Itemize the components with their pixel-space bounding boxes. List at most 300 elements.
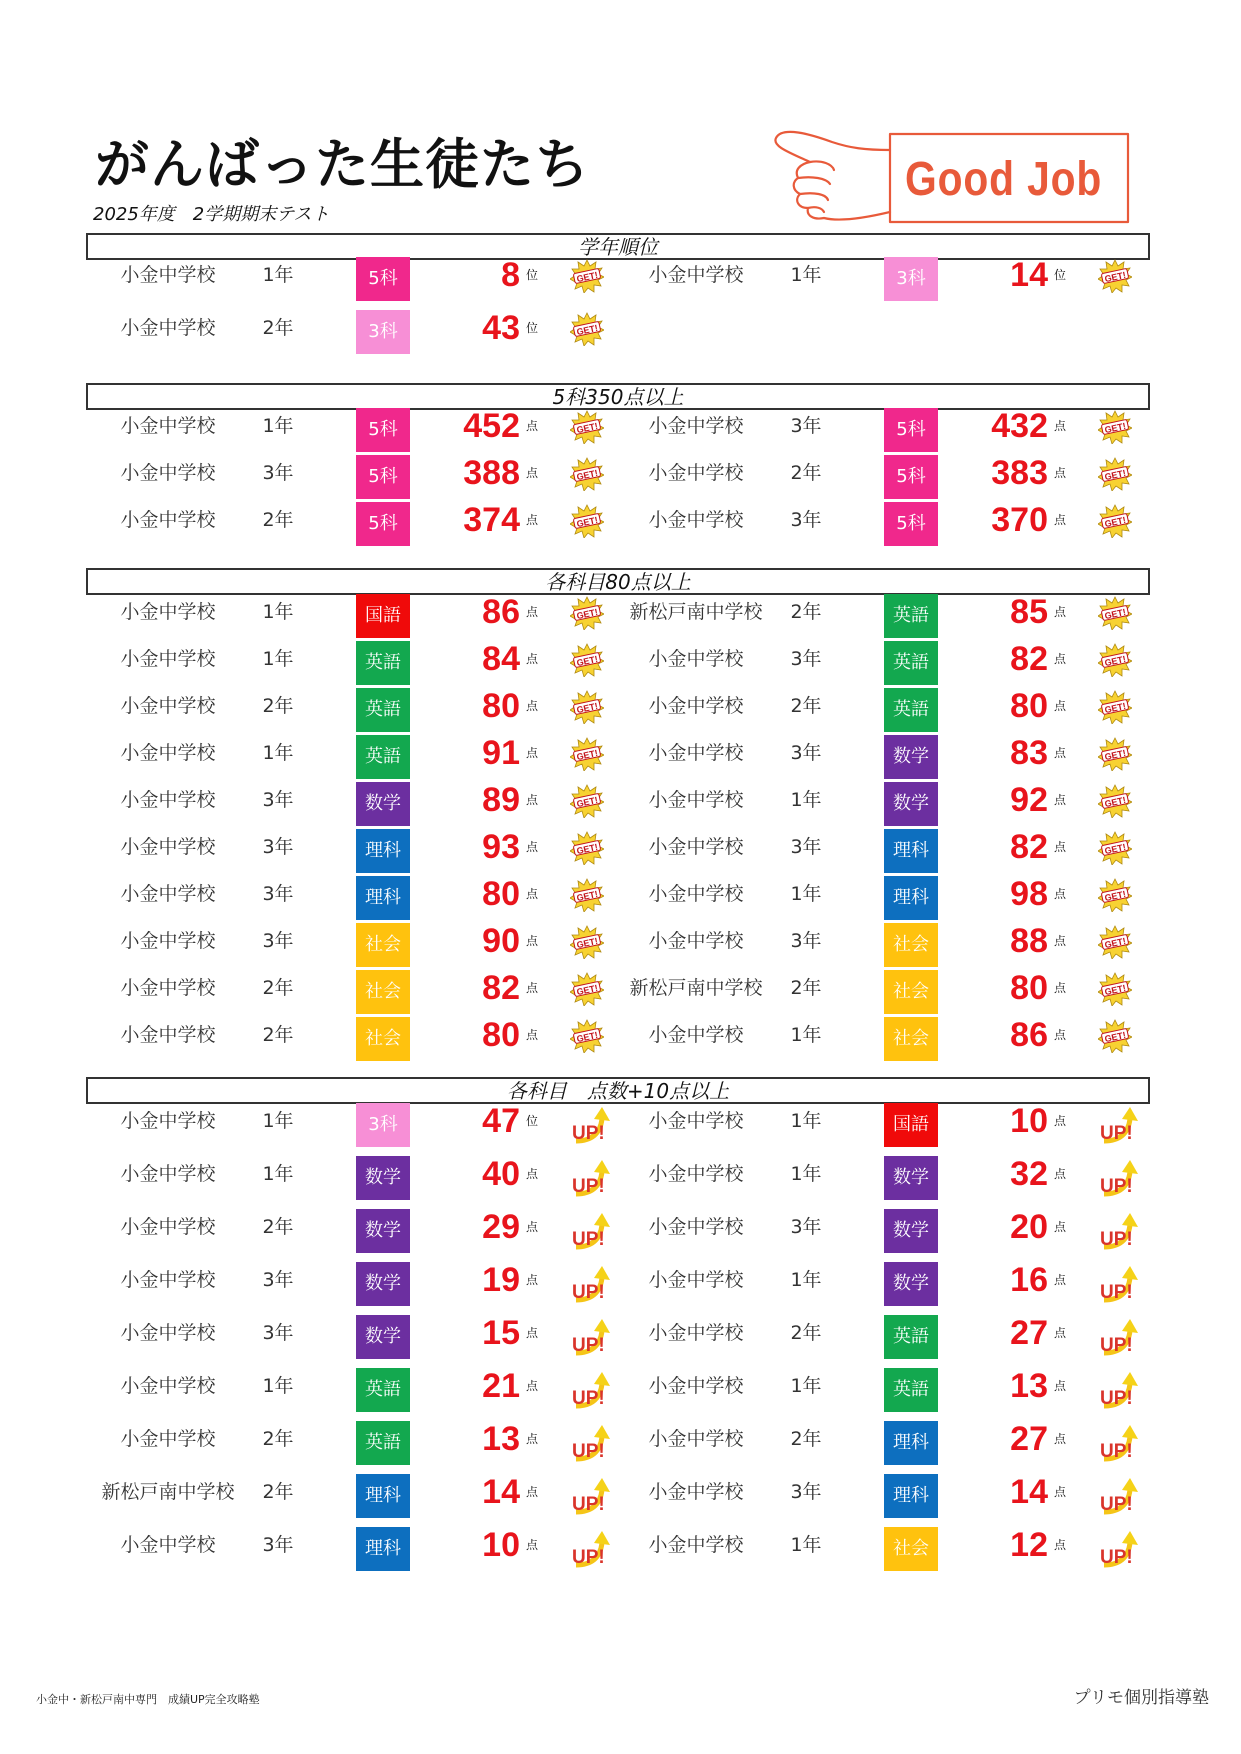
section-heading: 学年順位 bbox=[86, 233, 1150, 260]
get-badge-icon bbox=[1098, 1019, 1132, 1053]
svg-text:GET!: GET! bbox=[575, 794, 599, 810]
score-value: 19 bbox=[482, 1261, 520, 1299]
grade: 2年 bbox=[262, 317, 294, 339]
svg-text:GET!: GET! bbox=[1103, 467, 1127, 483]
subject-tag: 英語 bbox=[356, 641, 410, 685]
svg-text:GET!: GET! bbox=[1103, 269, 1127, 285]
school-name: 新松戸南中学校 bbox=[629, 977, 763, 999]
get-badge-icon bbox=[1098, 259, 1132, 293]
score-value: 82 bbox=[1010, 828, 1048, 866]
score-unit: 点 bbox=[526, 1379, 539, 1393]
score-unit: 位 bbox=[526, 268, 539, 282]
section-heading: 各科目 点数+10点以上 bbox=[86, 1077, 1150, 1104]
grade: 2年 bbox=[262, 1024, 294, 1046]
section-heading: 5科350点以上 bbox=[86, 383, 1150, 410]
score-value: 12 bbox=[1010, 1526, 1048, 1564]
score-unit: 点 bbox=[1054, 887, 1067, 901]
subject-tag: 5科 bbox=[356, 257, 410, 301]
score-unit: 点 bbox=[1054, 1326, 1067, 1340]
subject-tag: 理科 bbox=[356, 1474, 410, 1518]
school-name: 小金中学校 bbox=[120, 1428, 216, 1450]
get-badge-icon bbox=[570, 504, 604, 538]
grade: 3年 bbox=[262, 930, 294, 952]
school-name: 小金中学校 bbox=[120, 1375, 216, 1397]
up-badge-icon bbox=[1098, 1529, 1133, 1568]
score-value: 370 bbox=[991, 501, 1048, 539]
school-name: 新松戸南中学校 bbox=[629, 601, 763, 623]
get-badge-icon bbox=[570, 690, 604, 724]
score-unit: 点 bbox=[526, 746, 539, 760]
svg-text:UP!: UP! bbox=[572, 1388, 605, 1409]
score-unit: 点 bbox=[1054, 1538, 1067, 1552]
page-subtitle: 2025年度 2学期期末テスト bbox=[93, 204, 330, 225]
score-unit: 点 bbox=[1054, 1028, 1067, 1042]
school-name: 小金中学校 bbox=[648, 415, 744, 437]
svg-text:GET!: GET! bbox=[575, 420, 599, 436]
grade: 2年 bbox=[790, 695, 822, 717]
get-badge-icon bbox=[1098, 831, 1132, 865]
score-value: 93 bbox=[482, 828, 520, 866]
school-name: 小金中学校 bbox=[120, 415, 216, 437]
svg-text:GET!: GET! bbox=[575, 841, 599, 857]
subject-tag: 数学 bbox=[884, 1156, 938, 1200]
get-badge-icon bbox=[1098, 878, 1132, 912]
subject-tag: 理科 bbox=[356, 1527, 410, 1571]
school-name: 小金中学校 bbox=[120, 1216, 216, 1238]
score-value: 383 bbox=[991, 454, 1048, 492]
score-unit: 点 bbox=[1054, 840, 1067, 854]
subject-tag: 理科 bbox=[884, 1421, 938, 1465]
svg-text:GET!: GET! bbox=[575, 700, 599, 716]
subject-tag: 理科 bbox=[884, 1474, 938, 1518]
score-unit: 点 bbox=[1054, 1273, 1067, 1287]
svg-text:UP!: UP! bbox=[572, 1229, 605, 1250]
school-name: 小金中学校 bbox=[120, 977, 216, 999]
get-badge-icon bbox=[1098, 596, 1132, 630]
svg-text:UP!: UP! bbox=[572, 1441, 605, 1462]
school-name: 小金中学校 bbox=[648, 1534, 744, 1556]
score-unit: 点 bbox=[526, 1485, 539, 1499]
school-name: 小金中学校 bbox=[120, 883, 216, 905]
subject-tag: 英語 bbox=[884, 688, 938, 732]
subject-tag: 社会 bbox=[356, 923, 410, 967]
score-value: 83 bbox=[1010, 734, 1048, 772]
school-name: 小金中学校 bbox=[648, 1428, 744, 1450]
score-unit: 点 bbox=[526, 1028, 539, 1042]
grade: 1年 bbox=[790, 1269, 822, 1291]
up-badge-icon bbox=[570, 1529, 605, 1568]
up-badge-icon bbox=[1098, 1423, 1133, 1462]
svg-text:UP!: UP! bbox=[572, 1176, 605, 1197]
subject-tag: 社会 bbox=[356, 970, 410, 1014]
score-value: 21 bbox=[482, 1367, 520, 1405]
up-badge-icon bbox=[1098, 1476, 1133, 1515]
subject-tag: 国語 bbox=[884, 1103, 938, 1147]
grade: 3年 bbox=[790, 1216, 822, 1238]
subject-tag: 理科 bbox=[356, 876, 410, 920]
svg-text:UP!: UP! bbox=[572, 1282, 605, 1303]
subject-tag: 英語 bbox=[884, 1368, 938, 1412]
subject-tag: 3科 bbox=[356, 1103, 410, 1147]
svg-text:GET!: GET! bbox=[1103, 1029, 1127, 1045]
score-value: 452 bbox=[463, 407, 520, 445]
grade: 2年 bbox=[790, 462, 822, 484]
grade: 2年 bbox=[790, 1428, 822, 1450]
score-unit: 点 bbox=[526, 1538, 539, 1552]
grade: 1年 bbox=[262, 1163, 294, 1185]
score-unit: 点 bbox=[1054, 1220, 1067, 1234]
score-unit: 点 bbox=[526, 466, 539, 480]
score-unit: 点 bbox=[526, 1167, 539, 1181]
grade: 2年 bbox=[790, 977, 822, 999]
up-badge-icon bbox=[1098, 1158, 1133, 1197]
subject-tag: 数学 bbox=[884, 1262, 938, 1306]
grade: 1年 bbox=[790, 1163, 822, 1185]
grade: 1年 bbox=[790, 883, 822, 905]
school-name: 小金中学校 bbox=[648, 648, 744, 670]
svg-text:GET!: GET! bbox=[1103, 935, 1127, 951]
score-unit: 点 bbox=[1054, 934, 1067, 948]
up-badge-icon bbox=[570, 1423, 605, 1462]
grade: 2年 bbox=[262, 977, 294, 999]
svg-text:UP!: UP! bbox=[1100, 1388, 1133, 1409]
svg-text:GET!: GET! bbox=[1103, 888, 1127, 904]
svg-text:UP!: UP! bbox=[1100, 1176, 1133, 1197]
school-name: 小金中学校 bbox=[120, 317, 216, 339]
school-name: 小金中学校 bbox=[120, 509, 216, 531]
school-name: 小金中学校 bbox=[120, 1163, 216, 1185]
get-badge-icon bbox=[570, 457, 604, 491]
grade: 2年 bbox=[262, 1216, 294, 1238]
up-badge-icon bbox=[1098, 1317, 1133, 1356]
subject-tag: 理科 bbox=[884, 876, 938, 920]
get-badge-icon bbox=[570, 312, 604, 346]
grade: 2年 bbox=[262, 1481, 294, 1503]
svg-text:GET!: GET! bbox=[575, 514, 599, 530]
grade: 3年 bbox=[262, 1322, 294, 1344]
subject-tag: 数学 bbox=[356, 1209, 410, 1253]
up-badge-icon bbox=[570, 1105, 605, 1144]
school-name: 小金中学校 bbox=[648, 1163, 744, 1185]
score-value: 27 bbox=[1010, 1314, 1048, 1352]
subject-tag: 英語 bbox=[884, 594, 938, 638]
school-name: 小金中学校 bbox=[120, 1024, 216, 1046]
score-value: 20 bbox=[1010, 1208, 1048, 1246]
get-badge-icon bbox=[570, 259, 604, 293]
grade: 1年 bbox=[262, 601, 294, 623]
grade: 1年 bbox=[790, 264, 822, 286]
subject-tag: 数学 bbox=[356, 1315, 410, 1359]
score-unit: 点 bbox=[1054, 419, 1067, 433]
get-badge-icon bbox=[1098, 504, 1132, 538]
up-badge-icon bbox=[1098, 1264, 1133, 1303]
svg-text:UP!: UP! bbox=[572, 1335, 605, 1356]
up-badge-icon bbox=[570, 1158, 605, 1197]
subject-tag: 5科 bbox=[884, 502, 938, 546]
score-value: 14 bbox=[1010, 1473, 1048, 1511]
grade: 1年 bbox=[262, 415, 294, 437]
get-badge-icon bbox=[570, 596, 604, 630]
score-unit: 点 bbox=[526, 1220, 539, 1234]
get-badge-icon bbox=[570, 925, 604, 959]
score-unit: 点 bbox=[526, 840, 539, 854]
grade: 1年 bbox=[262, 742, 294, 764]
subject-tag: 英語 bbox=[356, 1421, 410, 1465]
score-value: 84 bbox=[482, 640, 520, 678]
score-unit: 点 bbox=[1054, 793, 1067, 807]
score-unit: 点 bbox=[526, 605, 539, 619]
subject-tag: 社会 bbox=[884, 923, 938, 967]
score-value: 14 bbox=[482, 1473, 520, 1511]
svg-text:UP!: UP! bbox=[1100, 1494, 1133, 1515]
score-unit: 点 bbox=[526, 699, 539, 713]
get-badge-icon bbox=[1098, 643, 1132, 677]
school-name: 小金中学校 bbox=[648, 462, 744, 484]
grade: 1年 bbox=[790, 789, 822, 811]
score-value: 88 bbox=[1010, 922, 1048, 960]
subject-tag: 5科 bbox=[356, 455, 410, 499]
school-name: 小金中学校 bbox=[120, 930, 216, 952]
score-value: 80 bbox=[1010, 969, 1048, 1007]
svg-text:UP!: UP! bbox=[572, 1547, 605, 1568]
svg-text:GET!: GET! bbox=[1103, 653, 1127, 669]
score-unit: 点 bbox=[526, 1273, 539, 1287]
score-value: 80 bbox=[482, 687, 520, 725]
score-value: 86 bbox=[1010, 1016, 1048, 1054]
score-unit: 点 bbox=[1054, 746, 1067, 760]
score-value: 47 bbox=[482, 1102, 520, 1140]
grade: 3年 bbox=[790, 648, 822, 670]
grade: 1年 bbox=[262, 648, 294, 670]
grade: 2年 bbox=[262, 509, 294, 531]
score-value: 32 bbox=[1010, 1155, 1048, 1193]
svg-text:UP!: UP! bbox=[572, 1123, 605, 1144]
svg-text:UP!: UP! bbox=[1100, 1335, 1133, 1356]
school-name: 小金中学校 bbox=[648, 264, 744, 286]
score-unit: 点 bbox=[526, 887, 539, 901]
score-value: 98 bbox=[1010, 875, 1048, 913]
page-title: がんばった生徒たち bbox=[95, 133, 590, 196]
subject-tag: 英語 bbox=[356, 1368, 410, 1412]
school-name: 小金中学校 bbox=[120, 742, 216, 764]
score-value: 86 bbox=[482, 593, 520, 631]
section-heading: 各科目80点以上 bbox=[86, 568, 1150, 595]
school-name: 小金中学校 bbox=[648, 1110, 744, 1132]
score-value: 90 bbox=[482, 922, 520, 960]
school-name: 小金中学校 bbox=[120, 601, 216, 623]
up-badge-icon bbox=[570, 1476, 605, 1515]
score-value: 10 bbox=[482, 1526, 520, 1564]
score-value: 80 bbox=[482, 1016, 520, 1054]
school-name: 小金中学校 bbox=[120, 1322, 216, 1344]
svg-text:UP!: UP! bbox=[572, 1494, 605, 1515]
subject-tag: 5科 bbox=[884, 408, 938, 452]
score-unit: 点 bbox=[1054, 1379, 1067, 1393]
get-badge-icon bbox=[1098, 457, 1132, 491]
score-unit: 点 bbox=[1054, 1114, 1067, 1128]
school-name: 小金中学校 bbox=[120, 1534, 216, 1556]
subject-tag: 数学 bbox=[884, 782, 938, 826]
subject-tag: 3科 bbox=[356, 310, 410, 354]
svg-text:GET!: GET! bbox=[1103, 514, 1127, 530]
subject-tag: 5科 bbox=[356, 408, 410, 452]
up-badge-icon bbox=[1098, 1370, 1133, 1409]
up-badge-icon bbox=[570, 1370, 605, 1409]
school-name: 小金中学校 bbox=[120, 264, 216, 286]
school-name: 小金中学校 bbox=[120, 1269, 216, 1291]
get-badge-icon bbox=[570, 831, 604, 865]
subject-tag: 社会 bbox=[884, 1017, 938, 1061]
grade: 3年 bbox=[262, 789, 294, 811]
up-badge-icon bbox=[1098, 1105, 1133, 1144]
subject-tag: 数学 bbox=[356, 782, 410, 826]
score-unit: 点 bbox=[526, 793, 539, 807]
get-badge-icon bbox=[1098, 410, 1132, 444]
school-name: 小金中学校 bbox=[648, 1269, 744, 1291]
grade: 1年 bbox=[790, 1110, 822, 1132]
school-name: 小金中学校 bbox=[648, 695, 744, 717]
svg-text:GET!: GET! bbox=[575, 747, 599, 763]
score-value: 80 bbox=[482, 875, 520, 913]
school-name: 小金中学校 bbox=[648, 930, 744, 952]
svg-text:UP!: UP! bbox=[1100, 1441, 1133, 1462]
subject-tag: 英語 bbox=[356, 735, 410, 779]
grade: 3年 bbox=[790, 742, 822, 764]
grade: 1年 bbox=[262, 264, 294, 286]
score-unit: 点 bbox=[1054, 605, 1067, 619]
school-name: 小金中学校 bbox=[648, 1481, 744, 1503]
score-unit: 点 bbox=[1054, 1485, 1067, 1499]
svg-text:GET!: GET! bbox=[575, 935, 599, 951]
get-badge-icon bbox=[1098, 690, 1132, 724]
school-name: 新松戸南中学校 bbox=[101, 1481, 235, 1503]
up-badge-icon bbox=[570, 1317, 605, 1356]
score-value: 43 bbox=[482, 309, 520, 347]
score-value: 8 bbox=[501, 256, 520, 294]
grade: 1年 bbox=[790, 1375, 822, 1397]
svg-text:GET!: GET! bbox=[575, 982, 599, 998]
subject-tag: 理科 bbox=[884, 829, 938, 873]
score-value: 82 bbox=[1010, 640, 1048, 678]
subject-tag: 英語 bbox=[884, 641, 938, 685]
grade: 3年 bbox=[262, 1269, 294, 1291]
score-value: 388 bbox=[463, 454, 520, 492]
score-value: 16 bbox=[1010, 1261, 1048, 1299]
score-value: 13 bbox=[1010, 1367, 1048, 1405]
svg-text:GET!: GET! bbox=[575, 269, 599, 285]
grade: 3年 bbox=[790, 836, 822, 858]
subject-tag: 社会 bbox=[356, 1017, 410, 1061]
score-value: 29 bbox=[482, 1208, 520, 1246]
score-value: 10 bbox=[1010, 1102, 1048, 1140]
school-name: 小金中学校 bbox=[648, 789, 744, 811]
grade: 3年 bbox=[262, 1534, 294, 1556]
svg-text:GET!: GET! bbox=[575, 1029, 599, 1045]
score-value: 92 bbox=[1010, 781, 1048, 819]
school-name: 小金中学校 bbox=[120, 1110, 216, 1132]
subject-tag: 英語 bbox=[356, 688, 410, 732]
get-badge-icon bbox=[1098, 925, 1132, 959]
footer-tagline: 小金中・新松戸南中専門 成績UP完全攻略塾 bbox=[36, 1693, 260, 1706]
score-value: 40 bbox=[482, 1155, 520, 1193]
subject-tag: 数学 bbox=[356, 1156, 410, 1200]
school-name: 小金中学校 bbox=[648, 1216, 744, 1238]
svg-text:GET!: GET! bbox=[1103, 606, 1127, 622]
svg-text:GET!: GET! bbox=[1103, 747, 1127, 763]
score-value: 82 bbox=[482, 969, 520, 1007]
svg-text:GET!: GET! bbox=[575, 322, 599, 338]
good-job-label: Good Job bbox=[905, 153, 1103, 206]
school-name: 小金中学校 bbox=[648, 742, 744, 764]
school-name: 小金中学校 bbox=[648, 836, 744, 858]
get-badge-icon bbox=[570, 737, 604, 771]
svg-text:GET!: GET! bbox=[1103, 841, 1127, 857]
score-unit: 点 bbox=[526, 652, 539, 666]
svg-text:GET!: GET! bbox=[1103, 982, 1127, 998]
school-name: 小金中学校 bbox=[648, 509, 744, 531]
grade: 1年 bbox=[262, 1375, 294, 1397]
score-unit: 点 bbox=[1054, 699, 1067, 713]
school-name: 小金中学校 bbox=[648, 1375, 744, 1397]
grade: 2年 bbox=[262, 695, 294, 717]
grade: 2年 bbox=[262, 1428, 294, 1450]
school-name: 小金中学校 bbox=[648, 883, 744, 905]
score-unit: 点 bbox=[1054, 652, 1067, 666]
school-name: 小金中学校 bbox=[648, 1024, 744, 1046]
score-unit: 点 bbox=[526, 1432, 539, 1446]
svg-text:GET!: GET! bbox=[575, 888, 599, 904]
score-unit: 点 bbox=[526, 419, 539, 433]
school-name: 小金中学校 bbox=[120, 836, 216, 858]
up-badge-icon bbox=[1098, 1211, 1133, 1250]
up-badge-icon bbox=[570, 1211, 605, 1250]
footer-brand: プリモ個別指導塾 bbox=[1073, 1688, 1209, 1708]
score-unit: 点 bbox=[1054, 1432, 1067, 1446]
subject-tag: 社会 bbox=[884, 970, 938, 1014]
score-unit: 点 bbox=[526, 513, 539, 527]
svg-text:GET!: GET! bbox=[1103, 794, 1127, 810]
score-unit: 位 bbox=[1054, 268, 1067, 282]
grade: 2年 bbox=[790, 1322, 822, 1344]
grade: 3年 bbox=[262, 836, 294, 858]
score-unit: 点 bbox=[526, 934, 539, 948]
subject-tag: 社会 bbox=[884, 1527, 938, 1571]
grade: 3年 bbox=[790, 930, 822, 952]
school-name: 小金中学校 bbox=[120, 789, 216, 811]
subject-tag: 3科 bbox=[884, 257, 938, 301]
school-name: 小金中学校 bbox=[120, 462, 216, 484]
grade: 1年 bbox=[790, 1024, 822, 1046]
svg-text:GET!: GET! bbox=[1103, 420, 1127, 436]
get-badge-icon bbox=[570, 643, 604, 677]
get-badge-icon bbox=[1098, 972, 1132, 1006]
get-badge-icon bbox=[570, 784, 604, 818]
score-unit: 点 bbox=[1054, 466, 1067, 480]
svg-text:GET!: GET! bbox=[575, 653, 599, 669]
score-unit: 点 bbox=[1054, 513, 1067, 527]
svg-text:GET!: GET! bbox=[575, 606, 599, 622]
subject-tag: 国語 bbox=[356, 594, 410, 638]
subject-tag: 理科 bbox=[356, 829, 410, 873]
get-badge-icon bbox=[570, 972, 604, 1006]
grade: 3年 bbox=[262, 883, 294, 905]
svg-text:UP!: UP! bbox=[1100, 1123, 1133, 1144]
get-badge-icon bbox=[1098, 737, 1132, 771]
score-value: 374 bbox=[463, 501, 520, 539]
grade: 3年 bbox=[790, 1481, 822, 1503]
school-name: 小金中学校 bbox=[648, 1322, 744, 1344]
grade: 3年 bbox=[790, 509, 822, 531]
